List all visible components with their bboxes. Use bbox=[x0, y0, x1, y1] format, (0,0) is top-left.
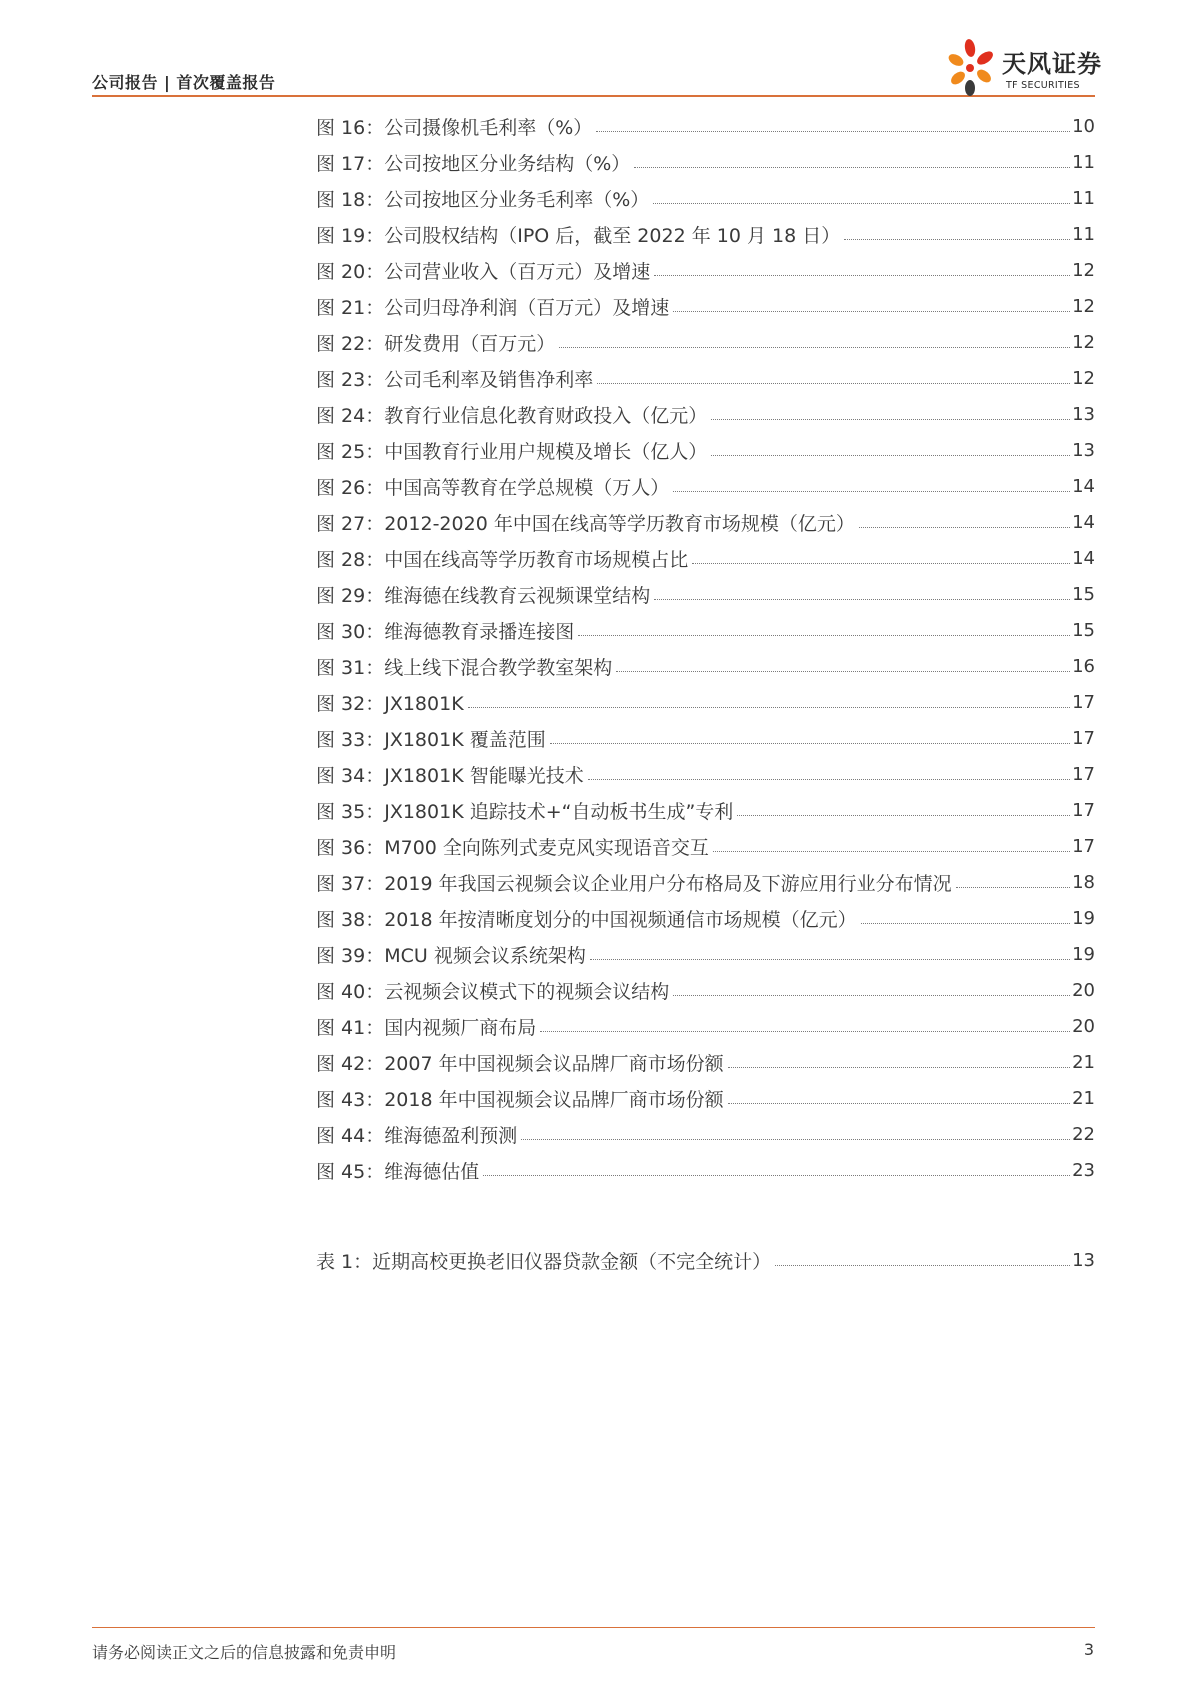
toc-entry-figure[interactable] bbox=[316, 684, 1095, 720]
toc-entry-figure-page-number: 13 bbox=[1072, 403, 1095, 425]
dot-leader bbox=[713, 851, 1070, 852]
toc-entry-figure-label: 图 35：JX1801K 追踪技术+“自动板书生成”专利 bbox=[316, 800, 734, 823]
toc-entry-figure[interactable] bbox=[316, 936, 1095, 972]
dot-leader bbox=[692, 563, 1070, 564]
toc-entry-figure[interactable] bbox=[316, 216, 1095, 252]
dot-leader bbox=[956, 887, 1070, 888]
dot-leader bbox=[673, 311, 1070, 312]
toc-entry-figure-page-number: 10 bbox=[1072, 115, 1095, 137]
toc-entry-figure[interactable] bbox=[316, 144, 1095, 180]
toc-entry-figure-label: 图 43：2018 年中国视频会议品牌厂商市场份额 bbox=[316, 1088, 724, 1111]
toc-entry-table[interactable] bbox=[316, 1242, 1095, 1278]
toc-entry-figure-label: 图 26：中国高等教育在学总规模（万人） bbox=[316, 476, 670, 499]
toc-entry-figure-label: 图 20：公司营业收入（百万元）及增速 bbox=[316, 260, 651, 283]
toc-entry-figure-label: 图 30：维海德教育录播连接图 bbox=[316, 620, 575, 643]
toc-entry-figure-label: 图 21：公司归母净利润（百万元）及增速 bbox=[316, 296, 670, 319]
dot-leader bbox=[468, 707, 1070, 708]
toc-entry-figure[interactable] bbox=[316, 108, 1095, 144]
toc-entry-figure[interactable] bbox=[316, 288, 1095, 324]
toc-entry-figure-label: 图 16：公司摄像机毛利率（%） bbox=[316, 116, 593, 139]
toc-entry-figure[interactable] bbox=[316, 648, 1095, 684]
dot-leader bbox=[483, 1175, 1070, 1176]
toc-entry-figure[interactable] bbox=[316, 1080, 1095, 1116]
dot-leader bbox=[540, 1031, 1070, 1032]
toc-entry-figure-label: 图 18：公司按地区分业务毛利率（%） bbox=[316, 188, 650, 211]
toc-entry-figure[interactable] bbox=[316, 324, 1095, 360]
toc-entry-figure-label: 图 39：MCU 视频会议系统架构 bbox=[316, 944, 586, 967]
toc-entry-figure-page-number: 11 bbox=[1072, 151, 1095, 173]
toc-entry-figure-page-number: 22 bbox=[1072, 1123, 1095, 1145]
toc-entry-figure-page-number: 12 bbox=[1072, 331, 1095, 353]
toc-entry-figure[interactable] bbox=[316, 756, 1095, 792]
toc-entry-figure[interactable] bbox=[316, 360, 1095, 396]
toc-entry-figure-label: 图 22：研发费用（百万元） bbox=[316, 332, 556, 355]
dot-leader bbox=[578, 635, 1070, 636]
report-type-label bbox=[92, 70, 275, 93]
toc-entry-figure[interactable] bbox=[316, 792, 1095, 828]
toc-entry-figure[interactable] bbox=[316, 900, 1095, 936]
report-subtype: 首次覆盖报告 bbox=[176, 73, 276, 92]
toc-entry-figure-label: 图 32：JX1801K bbox=[316, 692, 464, 715]
figure-list bbox=[316, 108, 1095, 1188]
toc-entry-table-page-number: 13 bbox=[1072, 1249, 1095, 1271]
toc-entry-figure-label: 图 24：教育行业信息化教育财政投入（亿元） bbox=[316, 404, 708, 427]
dot-leader bbox=[597, 383, 1070, 384]
dot-leader bbox=[673, 491, 1070, 492]
toc-entry-figure-page-number: 19 bbox=[1072, 943, 1095, 965]
toc-entry-figure-label: 图 34：JX1801K 智能曝光技术 bbox=[316, 764, 584, 787]
footer-divider bbox=[92, 1627, 1095, 1628]
toc-entry-figure-label: 图 38：2018 年按清晰度划分的中国视频通信市场规模（亿元） bbox=[316, 908, 857, 931]
dot-leader bbox=[859, 527, 1070, 528]
dot-leader bbox=[634, 167, 1070, 168]
dot-leader bbox=[728, 1067, 1070, 1068]
toc-entry-table-label: 表 1：近期高校更换老旧仪器贷款金额（不完全统计） bbox=[316, 1250, 772, 1273]
dot-leader bbox=[559, 347, 1070, 348]
toc-entry-figure-page-number: 11 bbox=[1072, 223, 1095, 245]
toc-entry-figure[interactable] bbox=[316, 828, 1095, 864]
toc-entry-figure-page-number: 14 bbox=[1072, 475, 1095, 497]
toc-entry-figure-label: 图 29：维海德在线教育云视频课堂结构 bbox=[316, 584, 651, 607]
toc-entry-figure-label: 图 17：公司按地区分业务结构（%） bbox=[316, 152, 631, 175]
toc-entry-figure-label: 图 41：国内视频厂商布局 bbox=[316, 1016, 537, 1039]
toc-entry-figure-page-number: 15 bbox=[1072, 619, 1095, 641]
dot-leader bbox=[596, 131, 1070, 132]
toc-entry-figure[interactable] bbox=[316, 540, 1095, 576]
toc-entry-figure-page-number: 12 bbox=[1072, 367, 1095, 389]
toc-entry-figure-label: 图 28：中国在线高等学历教育市场规模占比 bbox=[316, 548, 689, 571]
toc-entry-figure[interactable] bbox=[316, 252, 1095, 288]
toc-entry-figure-label: 图 37：2019 年我国云视频会议企业用户分布格局及下游应用行业分布情况 bbox=[316, 872, 952, 895]
dot-leader bbox=[653, 203, 1070, 204]
toc-entry-figure[interactable] bbox=[316, 1152, 1095, 1188]
tf-securities-logo bbox=[940, 36, 1108, 100]
toc-entry-figure-page-number: 17 bbox=[1072, 835, 1095, 857]
toc-entry-figure-page-number: 20 bbox=[1072, 1015, 1095, 1037]
toc-entry-figure-page-number: 23 bbox=[1072, 1159, 1095, 1181]
page-number: 3 bbox=[1083, 1640, 1094, 1659]
toc-entry-figure[interactable] bbox=[316, 432, 1095, 468]
toc-entry-figure[interactable] bbox=[316, 864, 1095, 900]
toc-entry-figure[interactable] bbox=[316, 972, 1095, 1008]
toc-entry-figure-page-number: 15 bbox=[1072, 583, 1095, 605]
toc-entry-figure[interactable] bbox=[316, 720, 1095, 756]
toc-entry-figure[interactable] bbox=[316, 468, 1095, 504]
toc-entry-figure-page-number: 19 bbox=[1072, 907, 1095, 929]
toc-entry-figure-page-number: 14 bbox=[1072, 511, 1095, 533]
dot-leader bbox=[775, 1265, 1070, 1266]
toc-entry-figure-page-number: 20 bbox=[1072, 979, 1095, 1001]
logo-name-cn: 天风证券 bbox=[1002, 50, 1102, 78]
toc-entry-figure[interactable] bbox=[316, 1044, 1095, 1080]
dot-leader bbox=[550, 743, 1070, 744]
toc-entry-figure-label: 图 31：线上线下混合教学教室架构 bbox=[316, 656, 613, 679]
toc-entry-figure-label: 图 33：JX1801K 覆盖范围 bbox=[316, 728, 546, 751]
dot-leader bbox=[844, 239, 1070, 240]
toc-entry-figure-page-number: 17 bbox=[1072, 691, 1095, 713]
toc-entry-figure-label: 图 36：M700 全向陈列式麦克风实现语音交互 bbox=[316, 836, 709, 859]
dot-leader bbox=[737, 815, 1070, 816]
toc-entry-figure[interactable] bbox=[316, 576, 1095, 612]
toc-entry-figure[interactable] bbox=[316, 1116, 1095, 1152]
toc-entry-figure-page-number: 21 bbox=[1072, 1051, 1095, 1073]
dot-leader bbox=[673, 995, 1070, 996]
dot-leader bbox=[711, 455, 1070, 456]
toc-entry-figure-label: 图 23：公司毛利率及销售净利率 bbox=[316, 368, 594, 391]
dot-leader bbox=[588, 779, 1070, 780]
toc-entry-figure-label: 图 45：维海德估值 bbox=[316, 1160, 480, 1183]
toc-entry-figure-page-number: 13 bbox=[1072, 439, 1095, 461]
logo-name-en: TF SECURITIES bbox=[1006, 80, 1080, 91]
toc-entry-figure-label: 图 40：云视频会议模式下的视频会议结构 bbox=[316, 980, 670, 1003]
toc-entry-figure-page-number: 21 bbox=[1072, 1087, 1095, 1109]
toc-entry-figure-page-number: 17 bbox=[1072, 799, 1095, 821]
header-separator: | bbox=[164, 73, 171, 92]
toc-entry-figure[interactable] bbox=[316, 504, 1095, 540]
dot-leader bbox=[590, 959, 1070, 960]
toc-entry-figure-label: 图 19：公司股权结构（IPO 后，截至 2022 年 10 月 18 日） bbox=[316, 224, 841, 247]
toc-entry-figure-page-number: 17 bbox=[1072, 763, 1095, 785]
toc-entry-figure[interactable] bbox=[316, 180, 1095, 216]
dot-leader bbox=[861, 923, 1070, 924]
toc-entry-figure-label: 图 44：维海德盈利预测 bbox=[316, 1124, 518, 1147]
toc-entry-figure-label: 图 27：2012-2020 年中国在线高等学历教育市场规模（亿元） bbox=[316, 512, 855, 535]
toc-entry-figure-page-number: 17 bbox=[1072, 727, 1095, 749]
toc-entry-figure[interactable] bbox=[316, 612, 1095, 648]
toc-entry-figure-label: 图 25：中国教育行业用户规模及增长（亿人） bbox=[316, 440, 708, 463]
toc-entry-figure-page-number: 18 bbox=[1072, 871, 1095, 893]
toc-entry-figure[interactable] bbox=[316, 1008, 1095, 1044]
toc-entry-figure-page-number: 16 bbox=[1072, 655, 1095, 677]
dot-leader bbox=[654, 275, 1070, 276]
dot-leader bbox=[654, 599, 1070, 600]
report-type: 公司报告 bbox=[92, 73, 159, 92]
disclaimer-text: 请务必阅读正文之后的信息披露和免责申明 bbox=[92, 1643, 397, 1662]
toc-entry-figure-label: 图 42：2007 年中国视频会议品牌厂商市场份额 bbox=[316, 1052, 724, 1075]
dot-leader bbox=[711, 419, 1070, 420]
table-list bbox=[316, 1242, 1095, 1278]
toc-entry-figure-page-number: 14 bbox=[1072, 547, 1095, 569]
toc-entry-figure[interactable] bbox=[316, 396, 1095, 432]
dot-leader bbox=[616, 671, 1070, 672]
toc-entry-figure-page-number: 12 bbox=[1072, 295, 1095, 317]
dot-leader bbox=[728, 1103, 1070, 1104]
toc-entry-figure-page-number: 11 bbox=[1072, 187, 1095, 209]
flower-logo-icon bbox=[940, 36, 1004, 100]
dot-leader bbox=[521, 1139, 1070, 1140]
toc-entry-figure-page-number: 12 bbox=[1072, 259, 1095, 281]
